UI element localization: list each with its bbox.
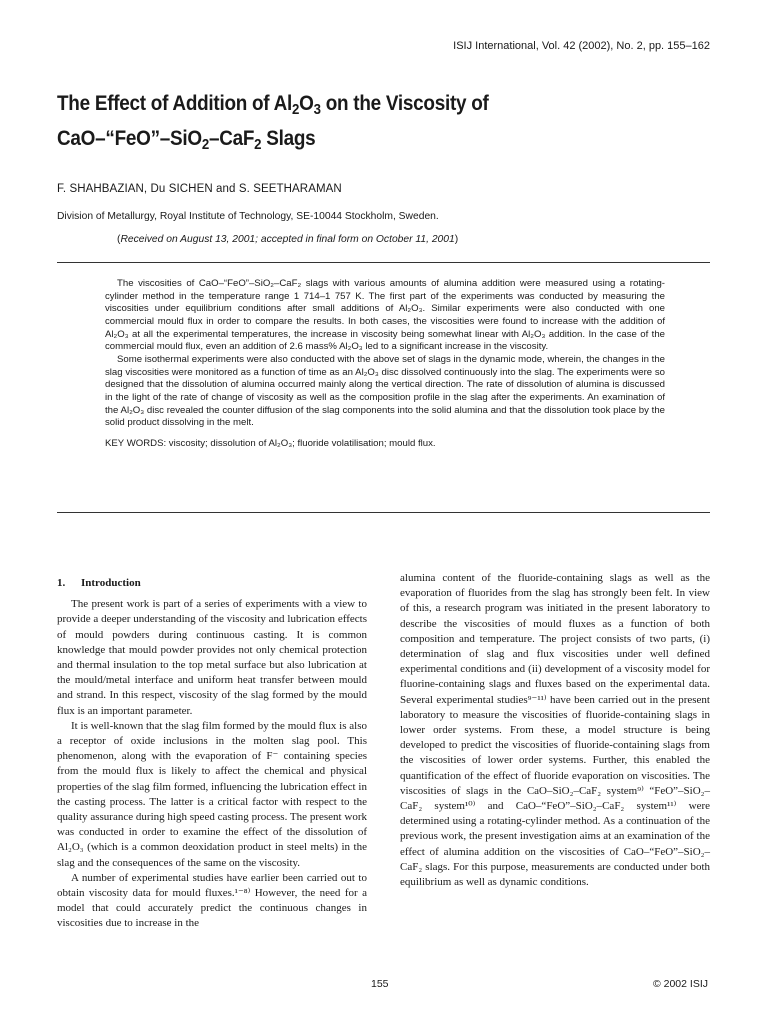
- paper-title: The Effect of Addition of $Al_2O_3$ on the Viscosity of CaO–“FeO”–SiO$_2$–CaF$_2$ Slags: [57, 91, 489, 153]
- abstract-paragraph-1: The viscosities of CaO–“FeO”–SiO₂–CaF₂ slags with various amounts of alumina addition were measured using a rotating-cylinder method in the temperature range 1 714–1 757 K. The first part of the experiments was conducted by measuring the viscosities under equilibrium conditions after small additions of Al₂O₃. Similar experiments were also conducted with one commercial mould flux in order to compare the results. In both cases, the viscosities were found to increase with the addition of Al₂O₃ at all the experimental temperatures, the increase in viscosity being somewhat linear with Al₂O₃ addition. In the case of the commercial mould flux, even an addition of 2.6 mass% Al₂O₃ led to a significant increase in the viscosity.: [105, 278, 665, 353]
- body-column-left: [57, 576, 367, 932]
- abstract-bottom-rule: [57, 512, 710, 513]
- abstract-paragraph-2: Some isothermal experiments were also conducted with the above set of slags in the dynamic mode, wherein, the changes in the slag viscosities were monitored as a function of time as an Al₂O₃ disc dissolved continuously into the slag. The experiments were so designed that the dissolution of alumina occurred mainly along the vertical direction. The rate of dissolution of alumina is discussed in the light of the rate of change of viscosity as well as the composition profile in the slag after the experiments. An examination of the Al₂O₃ disc revealed the counter diffusion of the slag components into the solid alumina and that the dissolution took place by the solid product dissolving in the melt.: [105, 353, 665, 429]
- page-number: 155: [371, 978, 389, 990]
- abstract-top-rule: [57, 262, 710, 263]
- journal-citation: ISIJ International, Vol. 42 (2002), No. 2, pp. 155–162: [453, 40, 710, 52]
- body-paragraph: alumina content of the fluoride-containing slags as well as the evaporation of fluorides from the slag has strongly been felt. In view of this, a research program was initiated in the present laboratory to describe the viscosities of mould fluxes as a function of both composition and temperature. The project consists of two parts, (i) determination of slag and flux viscosities under well defined experimental conditions and (ii) development of a viscosity model for fluorine-containing slags and fluxes based on the experimental data. Several experimental studies⁹⁻¹¹⁾ have been carried out in the present laboratory to measure the viscosities of fluoride-containing slags in lower order systems. From these, a model structure is being developed to predict the viscosities of fluoride-containing slags from the viscosities of lower order systems. Further, this enabled the quantification of the effect of fluoride evaporation on viscosities. The viscosities of slags in the CaO–SiO₂–CaF₂ system⁹⁾ “FeO”–SiO₂–CaF₂ system¹⁰⁾ and CaO–“FeO”–SiO₂–CaF₂ system¹¹⁾ were determined using a rotating-cylinder method. As a continuation of the previous work, the present investigation aims at an examination of the effect of alumina addition on the viscosities of CaO–“FeO”–SiO₂–CaF₂ slags. For this purpose, measurements are conducted under both equilibrium as well as dynamic conditions.: [400, 572, 710, 889]
- copyright-notice: © 2002 ISIJ: [652, 978, 708, 990]
- body-column-right: [400, 571, 710, 890]
- body-paragraph: The present work is part of a series of experiments with a view to provide a deeper understanding of the viscosity and lubrication effects of mould powders during continuous casting. It is common knowledge that mould powder provides not only chemical protection and thermal insulation to the top metal surface but also lubrication at the mould/metal interface and uniform heat transfer between mould and strand. In this respect, viscosity of the slag formed by the mould flux is an important parameter.: [57, 598, 367, 717]
- received-dates: (Received on August 13, 2001; accepted in final form on October 11, 2001): [117, 234, 459, 245]
- body-paragraph: A number of experimental studies have earlier been carried out to obtain viscosity data for mould fluxes.¹⁻⁸⁾ However, the need for a model that could accurately predict the continuous changes in viscosities due to increase in the: [57, 871, 367, 930]
- keywords: KEY WORDS: viscosity; dissolution of Al₂O₃; fluoride volatilisation; mould flux.: [105, 437, 436, 449]
- abstract: [105, 278, 665, 451]
- author-list: F. SHAHBAZIAN, Du SICHEN and S. SEETHARAMAN: [57, 183, 342, 195]
- section-heading-introduction: 1. Introduction: [57, 577, 141, 589]
- affiliation: Division of Metallurgy, Royal Institute of Technology, SE-10044 Stockholm, Sweden.: [57, 211, 439, 222]
- body-paragraph: It is well-known that the slag film formed by the mould flux is also a receptor of oxide inclusions in the molten slag pool. This phenomenon, along with the evaporation of F⁻ containing species from the mould flux is likely to affect the chemical and physical properties of the slag film formed, influencing the lubrication effect in the casting process. The latter is a critical factor with respect to the quality assurance during high speed casting process. The present work was conducted in order to examine the effect of the dissolution of Al₂O₃ (which is a common deoxidation product in steel melts) in the slag and the consequences of the same on the viscosity.: [57, 719, 367, 869]
